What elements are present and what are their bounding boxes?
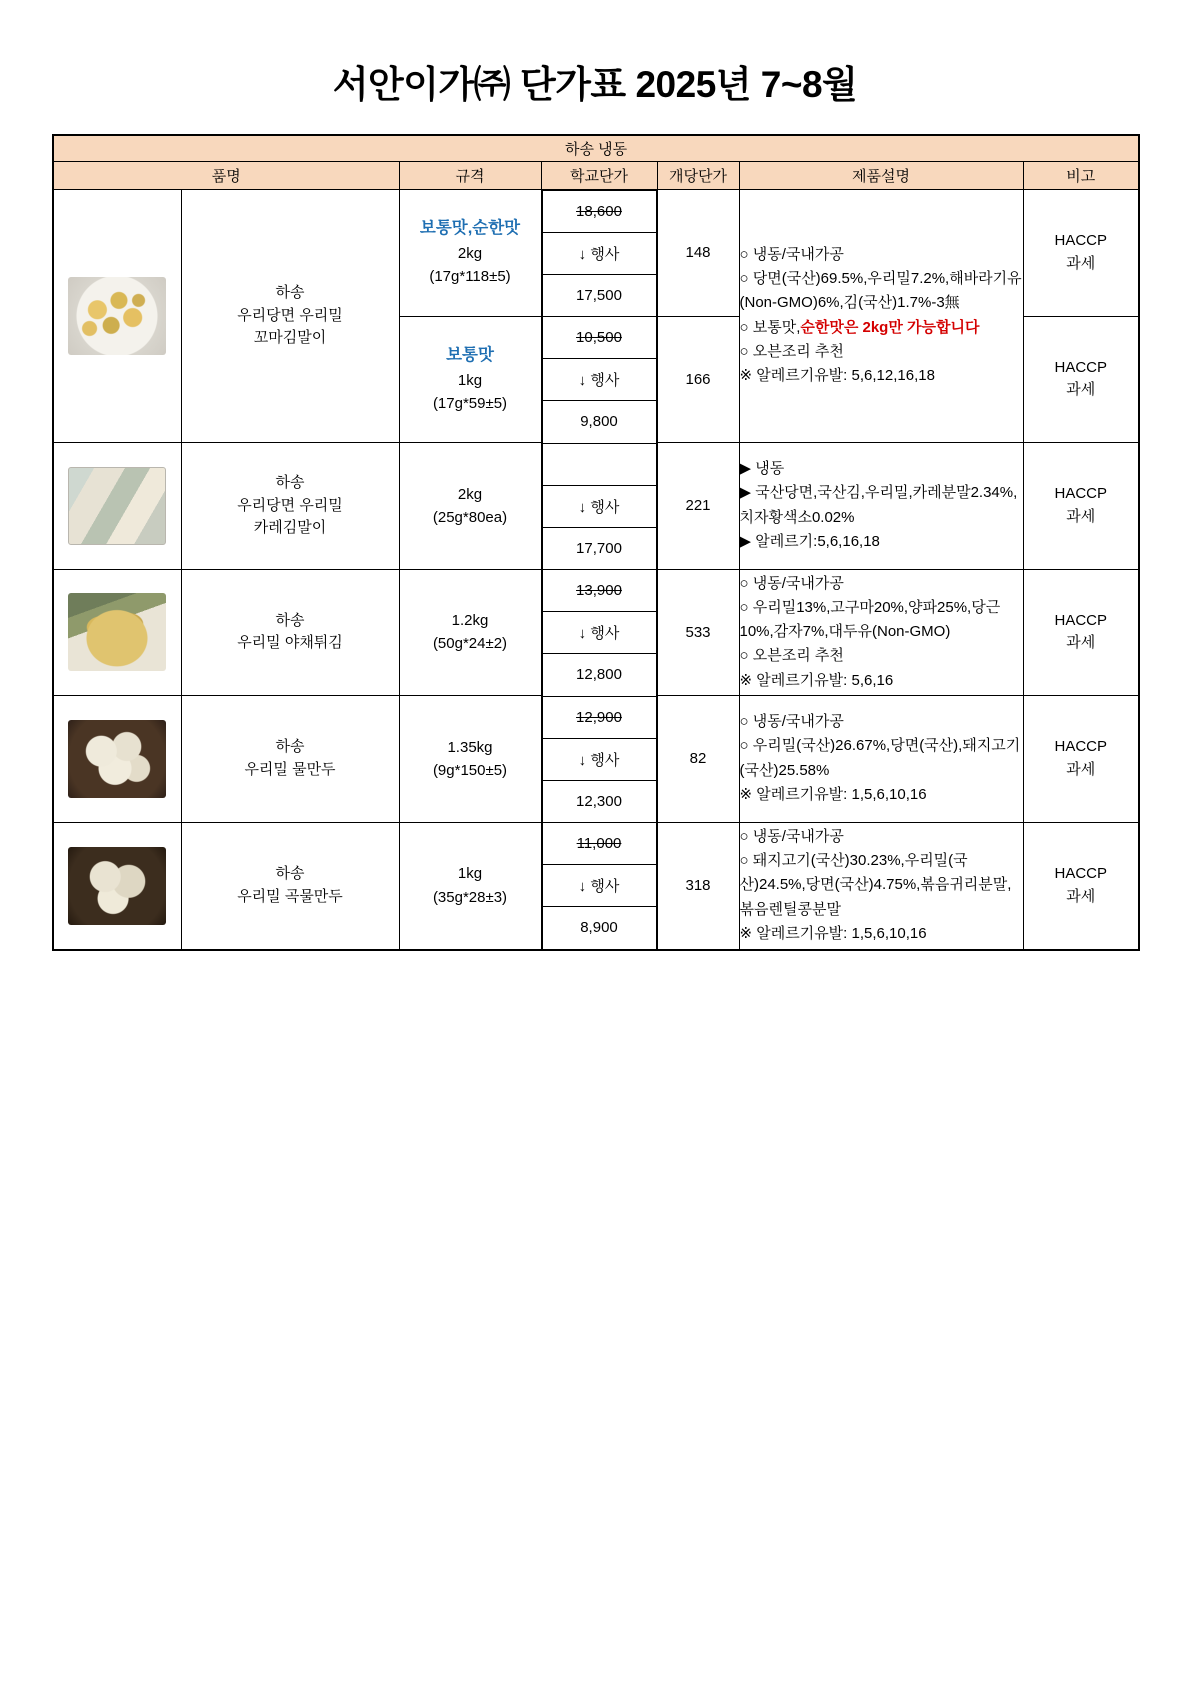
desc-line: ※ 알레르기유발: 5,6,12,16,18 [739,367,935,385]
note-line: HACCP [1054,611,1108,629]
flavor-label: 보통맛 [446,346,494,365]
event-label: ↓ 행사 [542,612,656,654]
note-line: HACCP [1054,485,1108,503]
note-line: HACCP [1054,738,1108,756]
description-cell [739,696,1023,823]
description-cell [739,443,1023,570]
product-spec-cell [399,822,541,950]
desc-line-highlight [740,316,1023,340]
note-line: HACCP [1054,232,1108,249]
spec-line: 1kg [457,371,483,389]
price-stack-cell [541,696,657,823]
product-name-line: 카레김말이 [253,519,327,536]
event-label: ↓ 행사 [542,738,656,780]
price-table [52,134,1140,951]
note-cell [1023,443,1139,570]
header-product: 품명 [53,161,399,189]
product-name-line: 우리당면 우리밀 [237,306,343,324]
gokmul-mandu-photo-icon [68,847,166,925]
note-line: 과세 [1066,760,1096,778]
desc-line: ▶ 냉동 [739,460,785,478]
spec-line: (35g*28±3) [432,888,508,906]
desc-line: ○ 냉동/국내가공 [739,574,844,592]
price-stack-cell [541,569,657,696]
spec-line: 2kg [457,245,483,263]
desc-line: ○ 냉동/국내가공 [739,713,844,731]
spec-line: 1kg [457,865,483,883]
product-name-line: 꼬마김말이 [253,329,327,346]
product-name-line: 우리당면 우리밀 [237,496,343,514]
product-spec-cell [399,316,541,443]
desc-line: ○ 오븐조리 추천 [739,647,844,665]
spec-line: (17g*59±5) [432,395,508,413]
product-spec-cell [399,696,541,823]
table-row [53,443,1139,570]
vegetable-fry-photo-icon [68,593,166,671]
note-cell [1023,822,1139,950]
desc-line: ○ 냉동/국내가공 [739,245,844,263]
new-price: 17,700 [542,527,656,569]
product-image-cell [53,696,181,823]
product-name-line: 하송 [275,284,305,301]
header-description: 제품설명 [739,161,1023,189]
desc-line: ※ 알레르기유발: 1,5,6,10,16 [739,924,927,942]
product-name-line: 우리밀 곡물만두 [237,887,343,905]
desc-line: ▶ 알레르기:5,6,16,18 [739,533,880,551]
product-image-cell [53,822,181,950]
unit-price-cell: 166 [657,316,739,443]
note-line: 과세 [1066,634,1096,652]
product-name-line: 하송 [275,474,305,491]
desc-line: ※ 알레르기유발: 5,6,16 [739,671,894,689]
curry-gimmari-photo-icon [68,467,166,545]
note-cell [1023,189,1139,316]
description-cell [739,189,1023,443]
flavor-label: 보통맛,순한맛 [419,219,521,238]
unit-price-cell: 148 [657,189,739,316]
description-cell [739,569,1023,696]
table-row [53,696,1139,823]
new-price: 17,500 [542,274,656,316]
note-cell [1023,569,1139,696]
price-stack-cell [541,189,657,316]
header-school-price: 학교단가 [541,161,657,189]
unit-price-cell: 533 [657,569,739,696]
note-line: 과세 [1066,254,1096,272]
table-row [53,569,1139,696]
table-row [53,189,1139,316]
event-label: ↓ 행사 [542,485,656,527]
desc-line: ▶ 국산당면,국산김,우리밀,카레분말2.34%,치자황색소0.02% [739,484,1018,526]
product-spec-cell [399,443,541,570]
product-spec-cell [399,569,541,696]
unit-price-cell: 318 [657,822,739,950]
spec-line: (50g*24±2) [432,635,508,653]
desc-line: ○ 냉동/국내가공 [739,827,844,845]
table-row [53,822,1139,950]
desc-line: ○ 우리밀(국산)26.67%,당면(국산),돼지고기(국산)25.58% [739,737,1021,779]
note-line: 과세 [1066,381,1096,399]
new-price: 12,300 [542,780,656,822]
header-unit-price: 개당단가 [657,161,739,189]
old-price: 10,500 [542,317,656,359]
kkomagimmari-photo-icon [68,277,166,355]
mulmandu-photo-icon [68,720,166,798]
price-stack-cell [541,822,657,950]
event-label: ↓ 행사 [542,865,656,907]
desc-line: ○ 당면(국산)69.5%,우리밀7.2%,해바라기유(Non-GMO)6%,김(국산)1.7%-3無 [739,270,1022,312]
product-name-cell [181,696,399,823]
table-header-row [53,161,1139,189]
old-price: 11,000 [542,823,656,865]
note-cell [1023,696,1139,823]
spec-line: (9g*150±5) [432,761,508,779]
description-cell [739,822,1023,950]
note-line: 과세 [1066,887,1096,905]
old-price: 12,900 [542,696,656,738]
event-label: ↓ 행사 [542,232,656,274]
header-note: 비고 [1023,161,1139,189]
product-image-cell [53,189,181,443]
product-name-cell [181,443,399,570]
product-name-cell [181,189,399,443]
spec-line: (17g*118±5) [429,268,511,286]
old-price: 18,600 [542,190,656,232]
product-image-cell [53,443,181,570]
spec-line: 2kg [457,485,483,503]
spec-line: 1.35kg [447,738,493,756]
desc-line: ○ 오븐조리 추천 [739,343,844,361]
section-band-row [53,135,1139,161]
page-title: 서안이가㈜ 단가표 2025년 7~8월 [332,64,858,105]
section-band-label: 하송 냉동 [53,135,1139,161]
new-price: 8,900 [542,907,656,949]
product-name-line: 하송 [275,738,305,756]
note-line: HACCP [1054,865,1108,882]
new-price: 9,800 [542,401,656,443]
spec-line: (25g*80ea) [432,508,508,526]
old-price: 13,900 [542,570,656,612]
header-spec: 규격 [399,161,541,189]
desc-line: ○ 돼지고기(국산)30.23%,우리밀(국산)24.5%,당면(국산)4.75%,볶음귀리분말,볶음렌틸콩분말 [739,852,1012,918]
old-price [542,443,656,485]
new-price: 12,800 [542,654,656,696]
desc-line: ○ 우리밀13%,고구마20%,양파25%,당근10%,감자7%,대두유(Non-GMO) [739,598,1001,641]
product-name-cell [181,569,399,696]
product-name-cell [181,822,399,950]
note-line: HACCP [1054,358,1108,376]
spec-line: 1.2kg [451,612,489,629]
desc-line-prefix: ○ 보통맛, [739,318,801,336]
product-name-line: 우리밀 물만두 [244,760,336,778]
event-label: ↓ 행사 [542,359,656,401]
note-cell [1023,316,1139,443]
unit-price-cell: 221 [657,443,739,570]
product-spec-cell [399,189,541,316]
price-stack-cell [541,443,657,570]
price-stack-cell [541,316,657,443]
product-name-line: 하송 [275,611,305,629]
product-image-cell [53,569,181,696]
desc-line: ※ 알레르기유발: 1,5,6,10,16 [739,786,927,804]
unit-price-cell: 82 [657,696,739,823]
desc-highlight: 순한맛은 2kg만 가능합니다 [800,318,980,336]
product-name-line: 우리밀 야채튀김 [237,634,343,652]
product-name-line: 하송 [275,865,305,882]
note-line: 과세 [1066,507,1096,525]
